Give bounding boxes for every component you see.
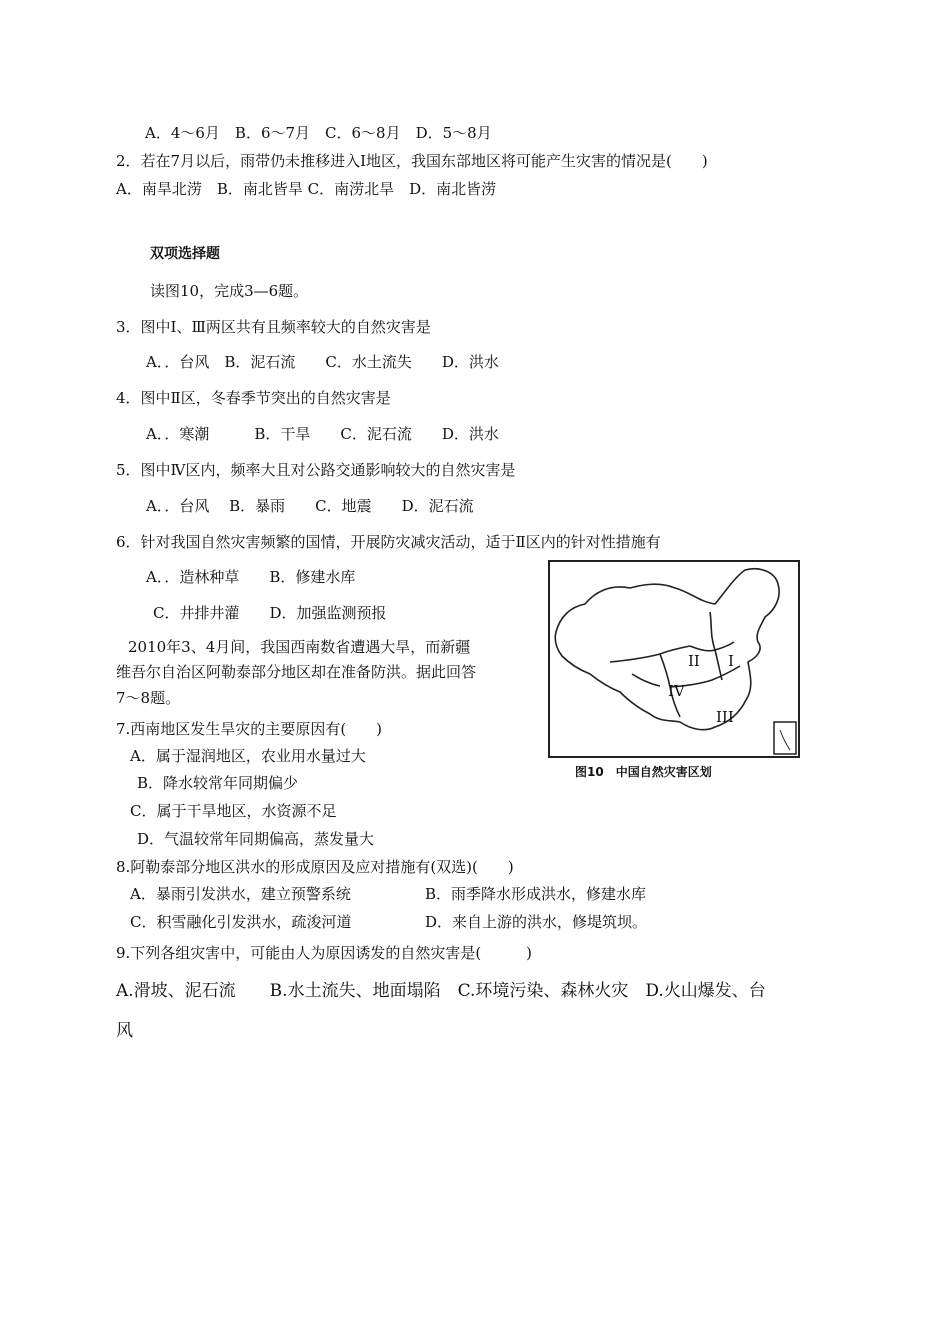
q7-option-d: D．气温较常年同期偏高，蒸发量大: [137, 830, 375, 848]
q9-stem: 9.下列各组灾害中，可能由人为原因诱发的自然灾害是( ): [116, 944, 533, 962]
q7-stem: 7.西南地区发生旱灾的主要原因有( ): [116, 720, 383, 738]
passage-line-1: 2010年3、4月间，我国西南数省遭遇大旱，而新疆: [128, 638, 471, 656]
section-intro: 读图10，完成3—6题。: [150, 282, 309, 300]
q6-options-2: C．井排井灌 D．加强监测预报: [153, 604, 387, 622]
q2-stem: 2．若在7月以后，雨带仍未推移进入Ⅰ地区，我国东部地区将可能产生灾害的情况是( ): [116, 152, 708, 170]
inset-box: [774, 722, 796, 754]
q2-options: A．南旱北涝 B．南北皆旱 C．南涝北旱 D．南北皆涝: [116, 180, 497, 198]
q8-option-a: A．暴雨引发洪水，建立预警系统: [130, 885, 351, 903]
q8-option-b: B．雨季降水形成洪水，修建水库: [425, 885, 647, 903]
q7-option-b: B．降水较常年同期偏少: [137, 774, 299, 792]
section-title: 双项选择题: [150, 246, 220, 262]
boundary-southeast: [715, 650, 722, 680]
q3-options: A．．台风 B．泥石流 C．水土流失 D．洪水: [146, 353, 499, 371]
china-map-svg: [550, 562, 798, 756]
q9-options-line-1: A.滑坡、泥石流 B.水土流失、地面塌陷 C.环境污染、森林火灾 D.火山爆发、台: [116, 981, 766, 1001]
boundary-northwest: [610, 646, 690, 662]
q7-option-a: A．属于湿润地区，农业用水量过大: [130, 747, 366, 765]
inset-islands: [780, 730, 790, 750]
passage-line-2: 维吾尔自治区阿勒泰部分地区却在准备防洪。据此回答: [116, 663, 477, 681]
boundary-southwest: [632, 674, 660, 686]
boundary-north: [710, 612, 715, 650]
q4-stem: 4．图中Ⅱ区，冬春季节突出的自然灾害是: [116, 389, 391, 407]
region-label-4: IV: [668, 682, 685, 700]
passage-line-3: 7～8题。: [116, 689, 181, 707]
q4-options: A．．寒潮 B．干旱 C．泥石流 D．洪水: [146, 425, 499, 443]
q7-option-c: C．属于干旱地区，水资源不足: [130, 802, 337, 820]
region-label-3: III: [716, 708, 734, 726]
china-disaster-map: [548, 560, 800, 758]
q5-stem: 5．图中Ⅳ区内，频率大且对公路交通影响较大的自然灾害是: [116, 461, 516, 479]
figure-caption: 图10 中国自然灾害区划: [575, 765, 712, 779]
q6-stem: 6．针对我国自然灾害频繁的国情，开展防灾减灾活动，适于Ⅱ区内的针对性措施有: [116, 533, 661, 551]
q8-stem: 8.阿勒泰部分地区洪水的形成原因及应对措施有(双选)( ): [116, 858, 514, 876]
q5-options: A．．台风 B．暴雨 C．地震 D．泥石流: [146, 497, 474, 515]
q8-option-d: D．来自上游的洪水，修堤筑坝。: [425, 913, 648, 931]
q9-options-line-2: 风: [116, 1021, 133, 1041]
boundary-east: [690, 642, 734, 651]
q6-options-1: A．．造林种草 B．修建水库: [146, 568, 356, 586]
q1-options: A．4～6月 B．6～7月 C．6～8月 D．5～8月: [145, 124, 492, 142]
q3-stem: 3．图中Ⅰ、Ⅲ两区共有且频率较大的自然灾害是: [116, 318, 431, 336]
q8-option-c: C．积雪融化引发洪水，疏浚河道: [130, 913, 352, 931]
china-outline: [555, 569, 779, 730]
region-label-1: I: [728, 652, 734, 670]
region-label-2: II: [688, 652, 700, 670]
